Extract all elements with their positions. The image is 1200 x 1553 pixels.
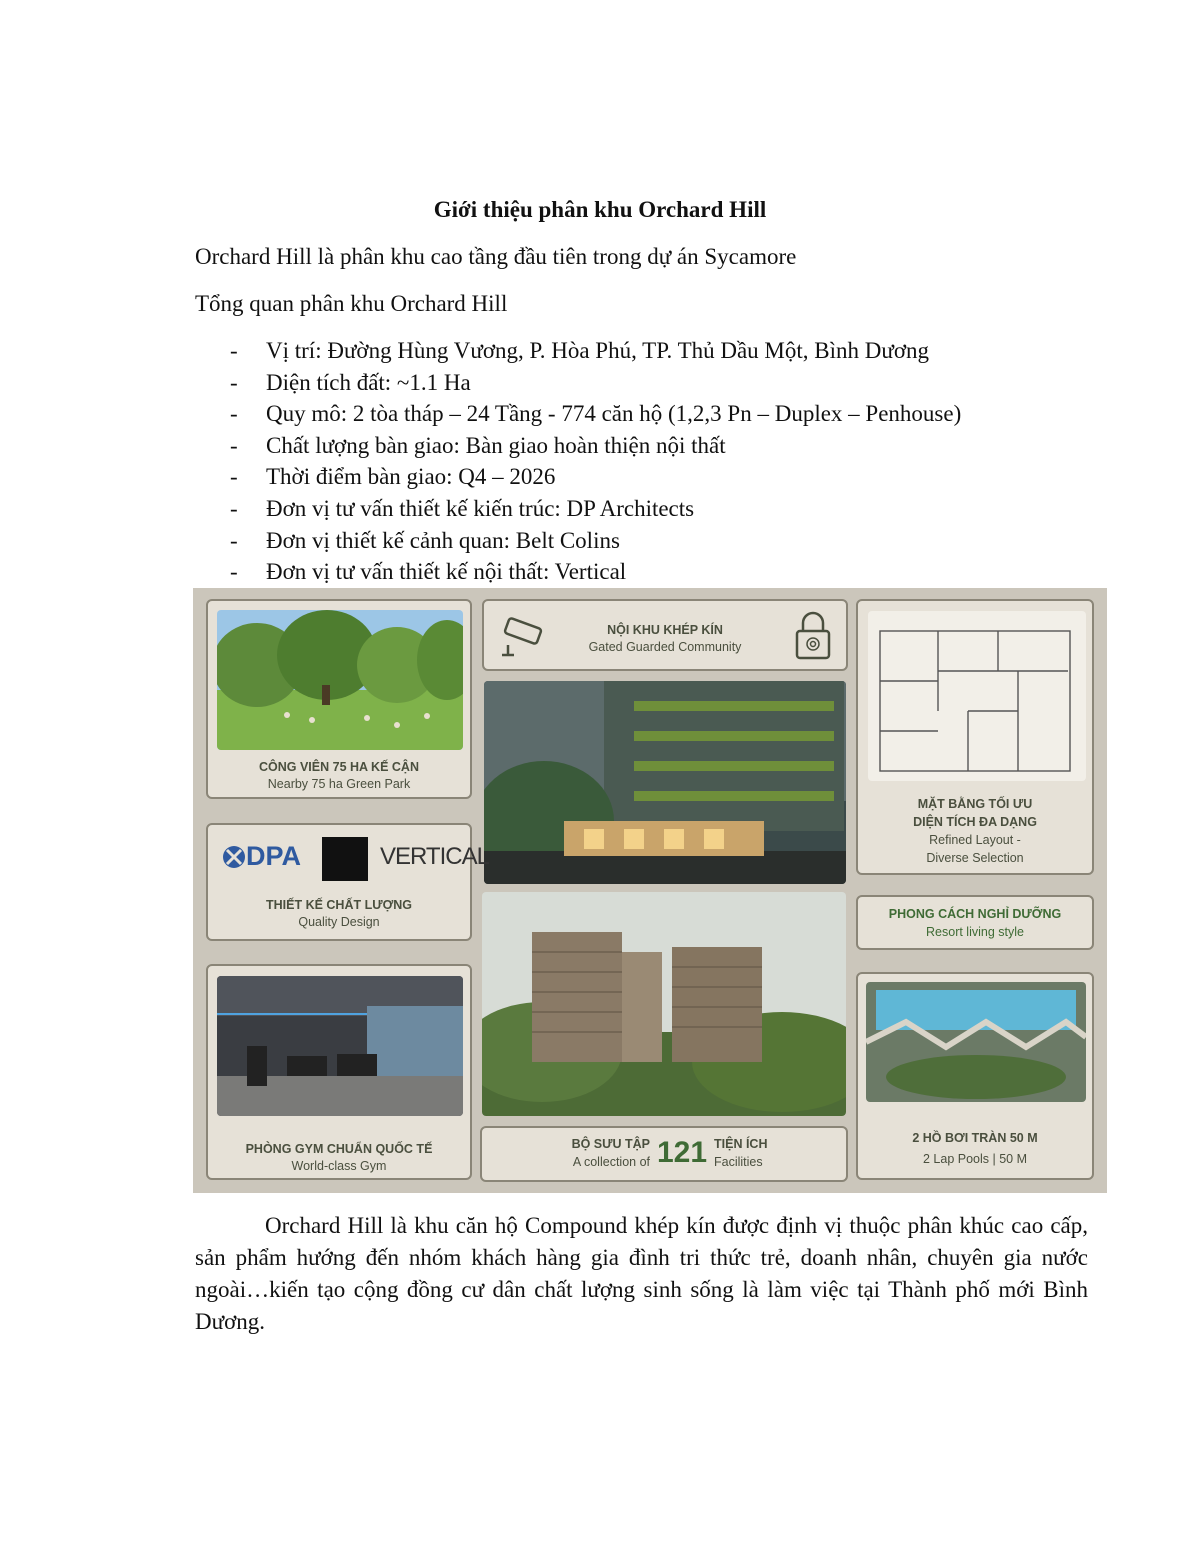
amenities-panel — [480, 1126, 848, 1182]
pools-panel — [856, 972, 1094, 1180]
list-item: - Diện tích đất: ~1.1 Ha — [230, 369, 471, 395]
bullet-dash: - — [230, 401, 238, 427]
resort-caption-en: Resort living style — [926, 925, 1024, 939]
bullet-dash: - — [230, 495, 238, 521]
body-paragraph: Orchard Hill là khu căn hộ Compound khép kín được định vị thuộc phân khúc cao cấp, sản phẩm hướng đến nhóm khách hàng gia đình tri thức trẻ, doanh nhân, chuyên gia nước ngoài…kiến tạo cộng đồng cư dân chất lượng sinh sống là làm việc tại Thành phố mới Bình Dương. — [195, 1213, 1088, 1334]
fingerprint-lock-icon — [794, 611, 832, 661]
gym-caption-en: World-class Gym — [291, 1159, 387, 1173]
resort-caption-vi: PHONG CÁCH NGHỈ DƯỠNG — [888, 907, 1062, 921]
overview-heading: Tổng quan phân khu Orchard Hill — [195, 291, 508, 316]
resort-panel — [856, 895, 1094, 950]
bullet-dash: - — [230, 464, 238, 490]
amenities-caption-vi-right: TIỆN ÍCH — [714, 1137, 768, 1151]
intro-line: Orchard Hill là phân khu cao tầng đầu tiên trong dự án Sycamore — [195, 244, 797, 269]
park-panel — [206, 599, 472, 799]
list-item: - Thời điểm bàn giao: Q4 – 2026 — [230, 464, 556, 490]
dpa-logo: DPA — [246, 841, 302, 871]
bullet-dash: - — [230, 432, 238, 458]
list-item: - Đơn vị tư vấn thiết kế kiến trúc: DP Architects — [230, 495, 695, 521]
list-item: - Đơn vị tư vấn thiết kế nội thất: Vertical — [230, 559, 627, 585]
belt-collins-logo — [322, 837, 368, 881]
pools-caption-en: 2 Lap Pools | 50 M — [922, 1152, 1027, 1166]
towers-aerial-render — [482, 892, 846, 1116]
park-photo — [217, 610, 463, 750]
design-caption-en: Quality Design — [298, 915, 380, 929]
bullet-dash: - — [230, 559, 238, 585]
layout-caption-en-2: Diverse Selection — [926, 851, 1024, 865]
layout-caption-vi-2: DIỆN TÍCH ĐA DẠNG — [913, 815, 1037, 829]
bullet-dash: - — [230, 369, 238, 395]
gated-panel — [482, 599, 848, 671]
gym-caption-vi: PHÒNG GYM CHUẨN QUỐC TẾ — [245, 1142, 433, 1156]
dpa-logo-mark — [222, 845, 246, 869]
park-caption-vi: CÔNG VIÊN 75 HA KẾ CẬN — [259, 760, 419, 774]
amenities-caption-vi-left: BỘ SƯU TẬP — [571, 1137, 650, 1151]
list-item: - Đơn vị thiết kế cảnh quan: Belt Colins — [230, 527, 620, 553]
list-item: - Vị trí: Đường Hùng Vương, P. Hòa Phú, TP. Thủ Dầu Một, Bình Dương — [230, 338, 929, 363]
layout-caption-en-1: Refined Layout - — [929, 833, 1021, 847]
park-caption-en: Nearby 75 ha Green Park — [267, 777, 411, 791]
gated-caption-vi: NỘI KHU KHÉP KÍN — [607, 623, 723, 637]
overview-list — [230, 338, 961, 591]
bullet-dash: - — [230, 527, 238, 553]
building-night-render — [484, 681, 846, 884]
document-title: Giới thiệu phân khu Orchard Hill — [433, 197, 767, 222]
amenities-caption-en-right: Facilities — [714, 1155, 763, 1169]
vertical-logo: VERTICAL — [380, 843, 489, 870]
amenities-count: 121 — [657, 1136, 708, 1169]
pools-caption-vi: 2 HỒ BƠI TRÀN 50 M — [912, 1131, 1038, 1145]
floor-plan — [868, 611, 1086, 781]
layout-caption-vi-1: MẶT BẰNG TỐI ƯU — [917, 797, 1033, 811]
list-item: - Chất lượng bàn giao: Bàn giao hoàn thiện nội thất — [230, 432, 726, 458]
design-caption-vi: THIẾT KẾ CHẤT LƯỢNG — [265, 898, 413, 912]
gated-caption-en: Gated Guarded Community — [588, 640, 742, 654]
pool-aerial-photo — [866, 982, 1086, 1102]
design-panel — [206, 823, 489, 941]
project-collage — [193, 588, 1107, 1193]
amenities-caption-en-left: A collection of — [572, 1155, 650, 1169]
gym-photo — [217, 976, 463, 1116]
list-item: - Quy mô: 2 tòa tháp – 24 Tầng - 774 căn hộ (1,2,3 Pn – Duplex – Penhouse) — [230, 401, 962, 427]
bullet-dash: - — [230, 338, 238, 363]
layout-panel — [856, 599, 1094, 875]
gym-panel — [206, 964, 472, 1180]
